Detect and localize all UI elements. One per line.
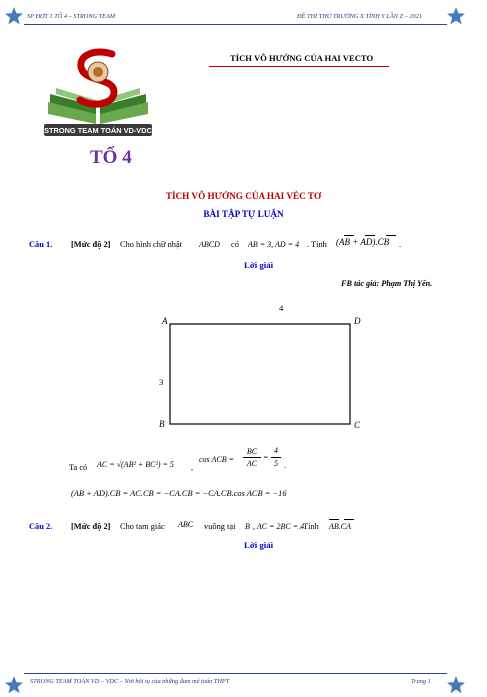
- rectangle-abcd: [170, 324, 350, 424]
- fraction-1-denominator: AC: [246, 459, 258, 468]
- star-icon: [4, 675, 24, 695]
- vector-arrow: [386, 235, 396, 236]
- question-1-co: có: [231, 240, 239, 249]
- question-1-shape: ABCD: [199, 240, 220, 249]
- side-ad-length: 4: [279, 303, 284, 313]
- question-2-given: , AC = 2BC = 4: [253, 522, 305, 531]
- question-1-number: Câu 1.: [29, 240, 53, 249]
- question-2-level: [Mức độ 2]: [71, 522, 111, 531]
- question-1-level: [Mức độ 2]: [71, 240, 111, 249]
- side-ab-length: 3: [159, 377, 164, 387]
- star-icon: [446, 6, 466, 26]
- page-number: Trang 1: [411, 678, 431, 685]
- question-2-vertex: B: [245, 522, 250, 531]
- question-1-end: .: [399, 240, 402, 249]
- vector-arrow: [344, 519, 354, 520]
- group-title: TỔ 4: [90, 147, 132, 168]
- vertex-d-label: D: [354, 316, 361, 326]
- solution-equals: =: [263, 453, 269, 462]
- question-2-text: Cho tam giác: [120, 522, 165, 531]
- vector-arrow: [344, 235, 354, 236]
- solution-dot: .: [284, 461, 287, 470]
- question-1-given: AB = 3, AD = 4: [248, 240, 300, 249]
- question-2-shape: ABC: [178, 520, 194, 529]
- fraction-2-numerator: 4: [274, 446, 278, 455]
- rectangle-figure: [155, 300, 375, 435]
- fraction-bar: [243, 457, 261, 458]
- solution-label: Lời giải: [244, 260, 274, 270]
- header-rule: [24, 24, 447, 25]
- vertex-b-label: B: [159, 419, 165, 429]
- question-1-tinh: . Tính: [307, 240, 327, 249]
- solution-line-2: (AB + AD).CB = AC.CB = −CA.CB = −CA.CB.cos ACB = −16: [71, 489, 287, 498]
- vertex-c-label: C: [354, 420, 361, 430]
- fraction-bar: [271, 457, 281, 458]
- question-2-expression: AB.CA: [329, 522, 351, 531]
- solution-ac: AC = √(AB² + BC²) = 5: [97, 460, 174, 469]
- logo-banner-text: STRONG TEAM TOÁN VD-VDC: [44, 126, 152, 135]
- footer-rule: [24, 673, 447, 674]
- vector-arrow: [329, 519, 339, 520]
- vector-arrow: [365, 235, 375, 236]
- vertex-a-label: A: [162, 316, 168, 326]
- topic-title: TÍCH VÔ HƯỚNG CỦA HAI VECTO: [230, 53, 374, 63]
- question-1-expression: (AB + AD).CB: [336, 237, 390, 247]
- question-2-tinh: . Tính: [299, 522, 319, 531]
- solution-ta-co: Ta có: [69, 463, 88, 472]
- topic-underline: [209, 66, 389, 67]
- strong-team-logo: [42, 48, 154, 140]
- star-icon: [4, 6, 24, 26]
- question-1-text: Cho hình chữ nhật: [120, 240, 182, 249]
- solution-comma: ,: [191, 463, 194, 472]
- solution-cos-lhs: cos ACB =: [199, 455, 235, 464]
- fraction-1-numerator: BC: [246, 447, 258, 456]
- footer-left-text: STRONG TEAM TOÁN VD – VDC – Nơi hội tụ của những đam mê toán THPT: [30, 678, 230, 685]
- header-right-text: ĐỀ THI THỬ TRƯỜNG X TỈNH Y LẦN Z – 2021: [297, 13, 422, 20]
- question-2-vuong: vuông tại: [204, 522, 236, 531]
- main-title: TÍCH VÔ HƯỚNG CỦA HAI VÉC TƠ: [165, 191, 322, 201]
- star-icon: [446, 675, 466, 695]
- section-title: BÀI TẬP TỰ LUẬN: [203, 209, 284, 219]
- solution-label-2: Lời giải: [244, 540, 274, 550]
- fraction-2-denominator: 5: [274, 459, 278, 468]
- author-credit: FB tác giả: Phạm Thị Yến.: [341, 279, 433, 288]
- question-2-number: Câu 2.: [29, 522, 53, 531]
- header-left-text: SP ĐỢT 1 TỔ 4 – STRONG TEAM: [27, 13, 116, 20]
